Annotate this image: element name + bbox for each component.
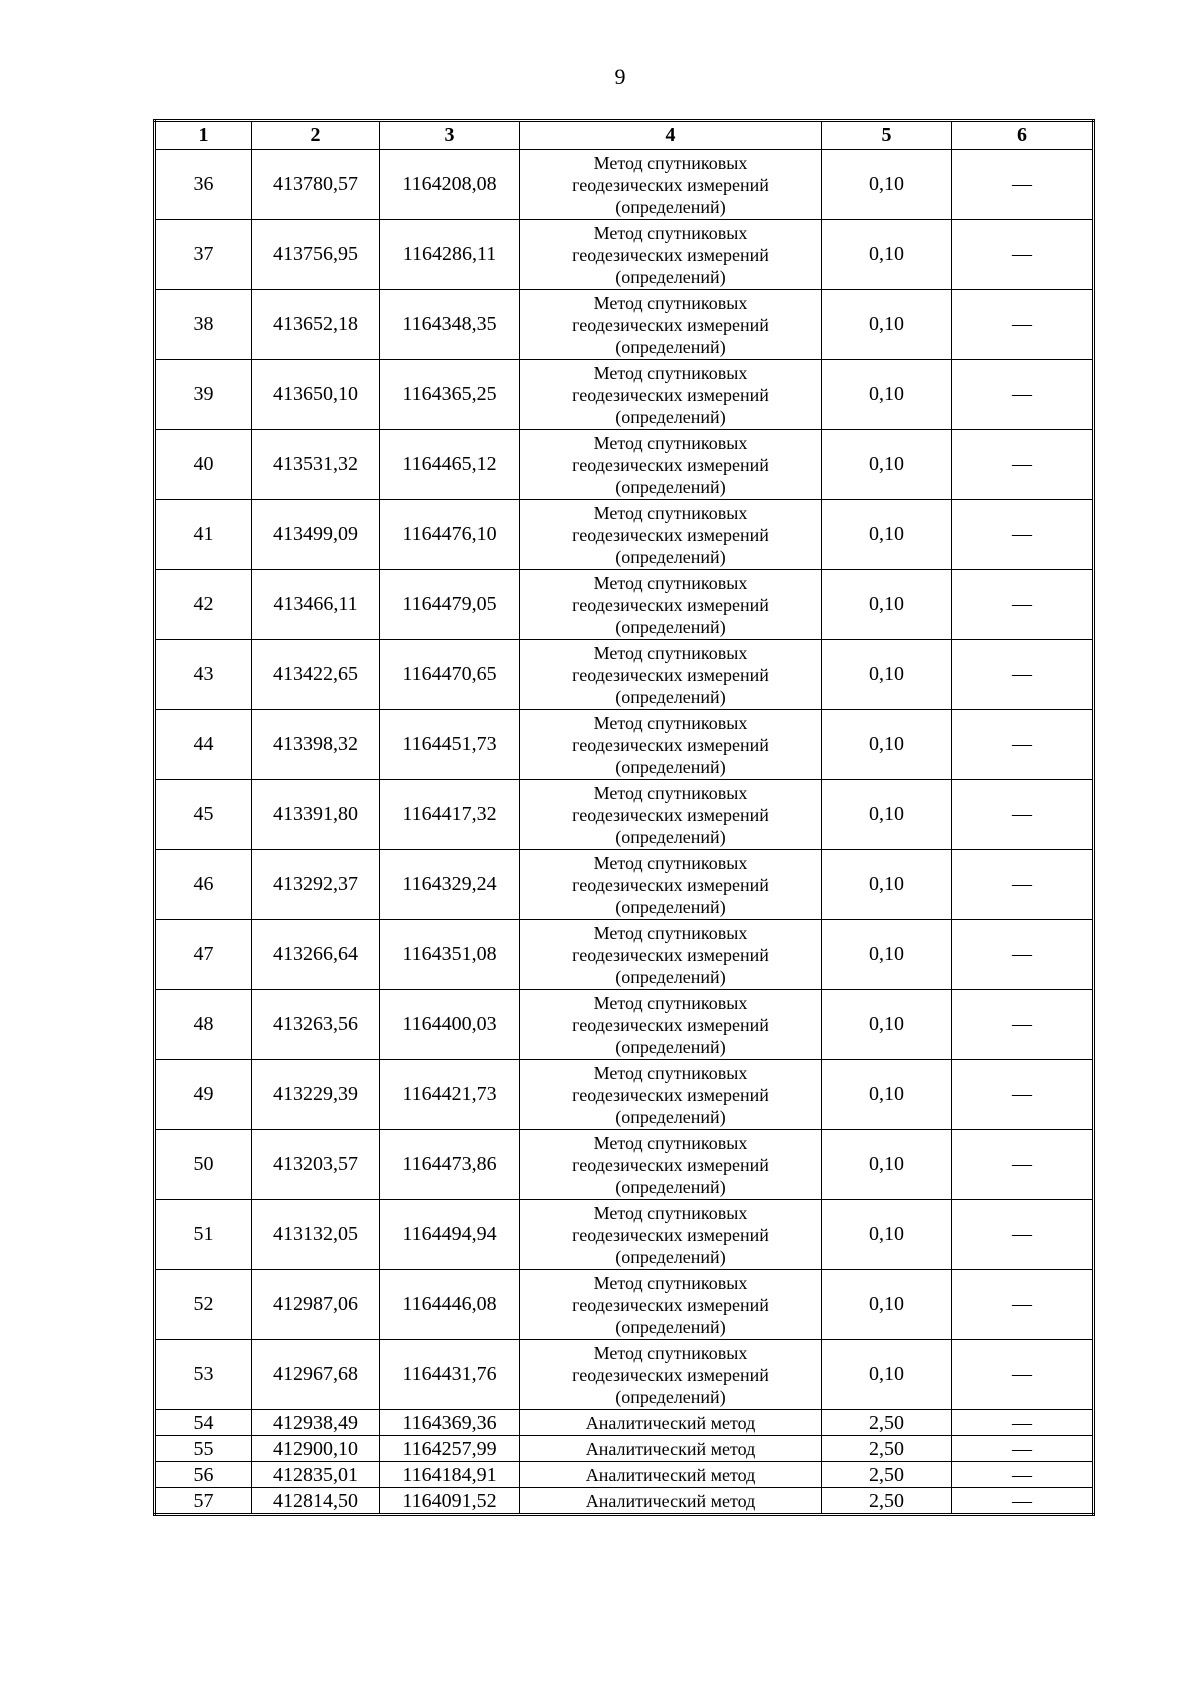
- method-cell: [520, 1436, 822, 1462]
- method-line: геодезических измерений: [572, 594, 769, 615]
- x-coordinate-cell: 412987,06: [252, 1270, 380, 1340]
- description-cell: —: [952, 780, 1094, 850]
- description-cell: —: [952, 1410, 1094, 1436]
- precision-cell: 2,50: [822, 1462, 952, 1488]
- method-line: Аналитический метод: [585, 1490, 756, 1511]
- method-line: геодезических измерений: [572, 524, 769, 545]
- method-line: Метод спутниковых: [593, 642, 748, 663]
- method-line: (определений): [615, 756, 726, 777]
- precision-cell: 0,10: [822, 570, 952, 640]
- method-line: геодезических измерений: [572, 244, 769, 265]
- x-coordinate-cell: 413203,57: [252, 1130, 380, 1200]
- method-line: (определений): [615, 686, 726, 707]
- method-cell: [520, 920, 822, 990]
- method-line: (определений): [615, 966, 726, 987]
- table-body: [155, 150, 1094, 1515]
- method-line: Метод спутниковых: [593, 1342, 748, 1363]
- point-number-cell: 44: [155, 710, 252, 780]
- precision-cell: 0,10: [822, 1130, 952, 1200]
- description-cell: —: [952, 500, 1094, 570]
- method-line: геодезических измерений: [572, 734, 769, 755]
- description-cell: —: [952, 1060, 1094, 1130]
- precision-cell: 0,10: [822, 220, 952, 290]
- method-line: Метод спутниковых: [593, 1132, 748, 1153]
- description-cell: —: [952, 1130, 1094, 1200]
- method-cell: [520, 1462, 822, 1488]
- table-row: [155, 430, 1094, 500]
- header-col-6: 6: [952, 121, 1094, 150]
- method-line: Аналитический метод: [585, 1412, 756, 1433]
- point-number-cell: 52: [155, 1270, 252, 1340]
- y-coordinate-cell: 1164091,52: [380, 1488, 520, 1515]
- precision-cell: 0,10: [822, 500, 952, 570]
- method-line: геодезических измерений: [572, 1154, 769, 1175]
- y-coordinate-cell: 1164351,08: [380, 920, 520, 990]
- table-row: [155, 1200, 1094, 1270]
- method-cell: [520, 1488, 822, 1515]
- description-cell: —: [952, 990, 1094, 1060]
- method-cell: [520, 1270, 822, 1340]
- method-line: (определений): [615, 1316, 726, 1337]
- method-line: Метод спутниковых: [593, 712, 748, 733]
- method-cell: [520, 1200, 822, 1270]
- point-number-cell: 42: [155, 570, 252, 640]
- x-coordinate-cell: 413391,80: [252, 780, 380, 850]
- description-cell: —: [952, 1488, 1094, 1515]
- point-number-cell: 37: [155, 220, 252, 290]
- x-coordinate-cell: 413650,10: [252, 360, 380, 430]
- precision-cell: 2,50: [822, 1436, 952, 1462]
- description-cell: —: [952, 850, 1094, 920]
- method-line: (определений): [615, 546, 726, 567]
- point-number-cell: 56: [155, 1462, 252, 1488]
- method-line: (определений): [615, 476, 726, 497]
- precision-cell: 0,10: [822, 640, 952, 710]
- method-line: Метод спутниковых: [593, 362, 748, 383]
- table-row: [155, 1436, 1094, 1462]
- method-cell: [520, 1130, 822, 1200]
- method-line: Метод спутниковых: [593, 1062, 748, 1083]
- y-coordinate-cell: 1164451,73: [380, 710, 520, 780]
- method-cell: [520, 430, 822, 500]
- y-coordinate-cell: 1164479,05: [380, 570, 520, 640]
- precision-cell: 0,10: [822, 360, 952, 430]
- table-row: [155, 1410, 1094, 1436]
- method-cell: [520, 360, 822, 430]
- table-row: [155, 220, 1094, 290]
- table-row: [155, 1462, 1094, 1488]
- method-line: (определений): [615, 826, 726, 847]
- method-line: геодезических измерений: [572, 1084, 769, 1105]
- method-line: геодезических измерений: [572, 944, 769, 965]
- method-line: Метод спутниковых: [593, 1202, 748, 1223]
- description-cell: —: [952, 430, 1094, 500]
- method-line: геодезических измерений: [572, 384, 769, 405]
- method-line: геодезических измерений: [572, 1014, 769, 1035]
- table-row: [155, 290, 1094, 360]
- x-coordinate-cell: 413531,32: [252, 430, 380, 500]
- x-coordinate-cell: 413756,95: [252, 220, 380, 290]
- method-line: (определений): [615, 1036, 726, 1057]
- y-coordinate-cell: 1164421,73: [380, 1060, 520, 1130]
- method-cell: [520, 290, 822, 360]
- method-line: (определений): [615, 616, 726, 637]
- point-number-cell: 43: [155, 640, 252, 710]
- y-coordinate-cell: 1164369,36: [380, 1410, 520, 1436]
- precision-cell: 0,10: [822, 430, 952, 500]
- x-coordinate-cell: 412967,68: [252, 1340, 380, 1410]
- y-coordinate-cell: 1164208,08: [380, 150, 520, 220]
- table-row: [155, 500, 1094, 570]
- method-line: (определений): [615, 1176, 726, 1197]
- point-number-cell: 51: [155, 1200, 252, 1270]
- method-line: геодезических измерений: [572, 804, 769, 825]
- method-cell: [520, 150, 822, 220]
- method-line: геодезических измерений: [572, 1364, 769, 1385]
- header-col-2: 2: [252, 121, 380, 150]
- description-cell: —: [952, 1270, 1094, 1340]
- point-number-cell: 46: [155, 850, 252, 920]
- table-row: [155, 1060, 1094, 1130]
- method-line: геодезических измерений: [572, 1294, 769, 1315]
- y-coordinate-cell: 1164431,76: [380, 1340, 520, 1410]
- precision-cell: 0,10: [822, 1060, 952, 1130]
- precision-cell: 2,50: [822, 1488, 952, 1515]
- header-col-3: 3: [380, 121, 520, 150]
- y-coordinate-cell: 1164286,11: [380, 220, 520, 290]
- description-cell: —: [952, 1462, 1094, 1488]
- method-line: (определений): [615, 1386, 726, 1407]
- method-line: (определений): [615, 196, 726, 217]
- method-line: (определений): [615, 336, 726, 357]
- description-cell: —: [952, 290, 1094, 360]
- y-coordinate-cell: 1164494,94: [380, 1200, 520, 1270]
- method-line: (определений): [615, 1106, 726, 1127]
- x-coordinate-cell: 412814,50: [252, 1488, 380, 1515]
- y-coordinate-cell: 1164476,10: [380, 500, 520, 570]
- y-coordinate-cell: 1164329,24: [380, 850, 520, 920]
- y-coordinate-cell: 1164257,99: [380, 1436, 520, 1462]
- method-line: Метод спутниковых: [593, 852, 748, 873]
- point-number-cell: 41: [155, 500, 252, 570]
- method-line: Метод спутниковых: [593, 572, 748, 593]
- method-cell: [520, 990, 822, 1060]
- x-coordinate-cell: 413652,18: [252, 290, 380, 360]
- method-line: Метод спутниковых: [593, 432, 748, 453]
- method-cell: [520, 710, 822, 780]
- table-row: [155, 990, 1094, 1060]
- method-line: геодезических измерений: [572, 454, 769, 475]
- point-number-cell: 39: [155, 360, 252, 430]
- x-coordinate-cell: 413422,65: [252, 640, 380, 710]
- x-coordinate-cell: 413466,11: [252, 570, 380, 640]
- table-row: [155, 850, 1094, 920]
- table-row: [155, 1340, 1094, 1410]
- method-line: Метод спутниковых: [593, 1272, 748, 1293]
- x-coordinate-cell: 412900,10: [252, 1436, 380, 1462]
- description-cell: —: [952, 1436, 1094, 1462]
- precision-cell: 0,10: [822, 1340, 952, 1410]
- method-line: геодезических измерений: [572, 664, 769, 685]
- method-line: (определений): [615, 896, 726, 917]
- point-number-cell: 47: [155, 920, 252, 990]
- method-cell: [520, 1340, 822, 1410]
- y-coordinate-cell: 1164417,32: [380, 780, 520, 850]
- method-line: Аналитический метод: [585, 1438, 756, 1459]
- description-cell: —: [952, 710, 1094, 780]
- table-row: [155, 360, 1094, 430]
- precision-cell: 2,50: [822, 1410, 952, 1436]
- method-line: (определений): [615, 266, 726, 287]
- y-coordinate-cell: 1164470,65: [380, 640, 520, 710]
- x-coordinate-cell: 413229,39: [252, 1060, 380, 1130]
- point-number-cell: 49: [155, 1060, 252, 1130]
- x-coordinate-cell: 413780,57: [252, 150, 380, 220]
- precision-cell: 0,10: [822, 990, 952, 1060]
- x-coordinate-cell: 413266,64: [252, 920, 380, 990]
- header-col-5: 5: [822, 121, 952, 150]
- point-number-cell: 36: [155, 150, 252, 220]
- table-header-row: [155, 121, 1094, 150]
- method-line: геодезических измерений: [572, 174, 769, 195]
- y-coordinate-cell: 1164465,12: [380, 430, 520, 500]
- method-cell: [520, 640, 822, 710]
- x-coordinate-cell: 413499,09: [252, 500, 380, 570]
- method-line: Метод спутниковых: [593, 922, 748, 943]
- method-line: Метод спутниковых: [593, 152, 748, 173]
- method-line: Метод спутниковых: [593, 782, 748, 803]
- method-cell: [520, 570, 822, 640]
- description-cell: —: [952, 920, 1094, 990]
- y-coordinate-cell: 1164473,86: [380, 1130, 520, 1200]
- table-row: [155, 920, 1094, 990]
- y-coordinate-cell: 1164446,08: [380, 1270, 520, 1340]
- description-cell: —: [952, 360, 1094, 430]
- point-number-cell: 50: [155, 1130, 252, 1200]
- point-number-cell: 54: [155, 1410, 252, 1436]
- header-col-4: 4: [520, 121, 822, 150]
- x-coordinate-cell: 413292,37: [252, 850, 380, 920]
- method-cell: [520, 850, 822, 920]
- method-line: Метод спутниковых: [593, 222, 748, 243]
- description-cell: —: [952, 570, 1094, 640]
- precision-cell: 0,10: [822, 780, 952, 850]
- x-coordinate-cell: 413263,56: [252, 990, 380, 1060]
- x-coordinate-cell: 412835,01: [252, 1462, 380, 1488]
- method-cell: [520, 780, 822, 850]
- point-number-cell: 48: [155, 990, 252, 1060]
- table-row: [155, 780, 1094, 850]
- table-row: [155, 150, 1094, 220]
- y-coordinate-cell: 1164184,91: [380, 1462, 520, 1488]
- table-row: [155, 640, 1094, 710]
- point-number-cell: 55: [155, 1436, 252, 1462]
- precision-cell: 0,10: [822, 1200, 952, 1270]
- method-line: геодезических измерений: [572, 314, 769, 335]
- header-col-1: 1: [155, 121, 252, 150]
- method-cell: [520, 220, 822, 290]
- method-cell: [520, 1060, 822, 1130]
- description-cell: —: [952, 150, 1094, 220]
- description-cell: —: [952, 220, 1094, 290]
- x-coordinate-cell: 413132,05: [252, 1200, 380, 1270]
- description-cell: —: [952, 640, 1094, 710]
- y-coordinate-cell: 1164400,03: [380, 990, 520, 1060]
- method-cell: [520, 1410, 822, 1436]
- table-row: [155, 1270, 1094, 1340]
- method-line: Метод спутниковых: [593, 292, 748, 313]
- description-cell: —: [952, 1340, 1094, 1410]
- precision-cell: 0,10: [822, 850, 952, 920]
- point-number-cell: 45: [155, 780, 252, 850]
- precision-cell: 0,10: [822, 920, 952, 990]
- point-number-cell: 57: [155, 1488, 252, 1515]
- x-coordinate-cell: 412938,49: [252, 1410, 380, 1436]
- table-row: [155, 1130, 1094, 1200]
- precision-cell: 0,10: [822, 710, 952, 780]
- y-coordinate-cell: 1164348,35: [380, 290, 520, 360]
- table-row: [155, 710, 1094, 780]
- method-cell: [520, 500, 822, 570]
- point-number-cell: 38: [155, 290, 252, 360]
- method-line: (определений): [615, 406, 726, 427]
- precision-cell: 0,10: [822, 150, 952, 220]
- precision-cell: 0,10: [822, 290, 952, 360]
- x-coordinate-cell: 413398,32: [252, 710, 380, 780]
- method-line: Метод спутниковых: [593, 992, 748, 1013]
- table-row: [155, 570, 1094, 640]
- precision-cell: 0,10: [822, 1270, 952, 1340]
- coordinates-table-container: [153, 119, 1092, 1516]
- description-cell: —: [952, 1200, 1094, 1270]
- point-number-cell: 40: [155, 430, 252, 500]
- method-line: геодезических измерений: [572, 1224, 769, 1245]
- table-row: [155, 1488, 1094, 1515]
- method-line: Аналитический метод: [585, 1464, 756, 1485]
- method-line: (определений): [615, 1246, 726, 1267]
- page-number: 9: [614, 64, 626, 89]
- point-number-cell: 53: [155, 1340, 252, 1410]
- method-line: Метод спутниковых: [593, 502, 748, 523]
- method-line: геодезических измерений: [572, 874, 769, 895]
- coordinates-table: [153, 119, 1095, 1516]
- y-coordinate-cell: 1164365,25: [380, 360, 520, 430]
